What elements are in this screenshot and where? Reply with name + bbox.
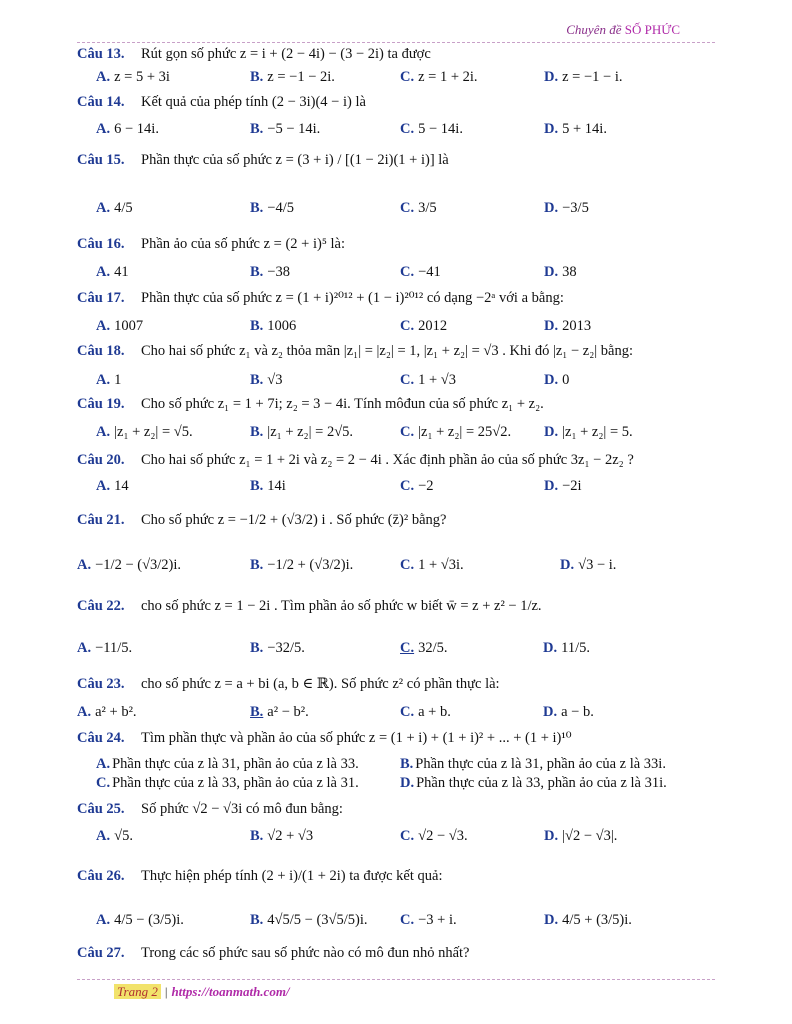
answer-d[interactable]: D. 11/5. bbox=[543, 640, 590, 656]
answer-d[interactable]: D. a − b. bbox=[543, 704, 594, 720]
question-label: Câu 15. bbox=[77, 152, 125, 168]
answer-a[interactable]: A. −11/5. bbox=[77, 640, 133, 656]
answer-d[interactable]: D. 0 bbox=[544, 372, 570, 388]
answer-d[interactable]: D. −2i bbox=[544, 478, 582, 494]
question-text: Trong các số phức sau số phức nào có mô đun nhỏ nhất? bbox=[141, 945, 470, 961]
answer-d[interactable]: D. 5 + 14i. bbox=[544, 121, 607, 137]
answer-row bbox=[77, 557, 697, 577]
answer-b[interactable]: B. −1/2 + (√3/2)i. bbox=[250, 557, 354, 573]
answer-b[interactable]: B. a² − b². bbox=[250, 704, 309, 720]
answer-b[interactable]: B. 1006 bbox=[250, 318, 297, 334]
answer-b[interactable]: B. −38 bbox=[250, 264, 290, 280]
question-label: Câu 21. bbox=[77, 512, 125, 528]
question-text: Cho số phức z₁ = 1 + 7i; z₂ = 3 − 4i. Tính môđun của số phức z₁ + z₂. bbox=[141, 396, 544, 412]
answer-row bbox=[96, 828, 716, 848]
answer-row bbox=[96, 121, 716, 141]
question-text: Cho số phức z = −1/2 + (√3/2) i . Số phức (z̄)² bằng? bbox=[141, 512, 447, 528]
question-label: Câu 27. bbox=[77, 945, 125, 961]
answer-row bbox=[77, 640, 697, 660]
question-label: Câu 23. bbox=[77, 676, 125, 692]
answer-b[interactable]: B. 14i bbox=[250, 478, 286, 494]
answer-c[interactable]: C. Phần thực của z là 33, phần ảo của z là 31. bbox=[96, 775, 359, 791]
answer-row bbox=[96, 424, 716, 444]
answer-c[interactable]: C. 1 + √3i. bbox=[400, 557, 464, 573]
question-25 bbox=[77, 801, 343, 818]
answer-d[interactable]: D. 2013 bbox=[544, 318, 592, 334]
answer-c[interactable]: C. 5 − 14i. bbox=[400, 121, 463, 137]
answer-d[interactable]: D. √3 − i. bbox=[560, 557, 617, 573]
question-23 bbox=[77, 676, 500, 693]
answer-a[interactable]: A. −1/2 − (√3/2)i. bbox=[77, 557, 182, 573]
answer-c[interactable]: C. −3 + i. bbox=[400, 912, 457, 928]
question-text: Phần thực của số phức z = (1 + i)²⁰¹² + (1 − i)²⁰¹² có dạng −2ᵃ với a bằng: bbox=[141, 290, 564, 306]
answer-a[interactable]: A. z = 5 + 3i bbox=[96, 69, 170, 85]
question-label: Câu 22. bbox=[77, 598, 125, 614]
answer-a[interactable]: A. 4/5 − (3/5)i. bbox=[96, 912, 184, 928]
question-label: Câu 13. bbox=[77, 46, 125, 62]
answer-row bbox=[96, 912, 716, 932]
question-label: Câu 20. bbox=[77, 452, 125, 468]
question-17 bbox=[77, 290, 564, 307]
answer-a[interactable]: A. 6 − 14i. bbox=[96, 121, 159, 137]
answer-a[interactable]: A. 1007 bbox=[96, 318, 144, 334]
answer-d[interactable]: D. Phần thực của z là 33, phần ảo của z là 31i. bbox=[400, 775, 667, 791]
question-15 bbox=[77, 152, 449, 169]
answer-b[interactable]: B. Phần thực của z là 31, phần ảo của z là 33i. bbox=[400, 756, 666, 772]
question-20 bbox=[77, 452, 634, 469]
question-18 bbox=[77, 343, 633, 360]
answer-row bbox=[96, 69, 716, 89]
answer-c[interactable]: C. √2 − √3. bbox=[400, 828, 468, 844]
header-topic: SỐ PHỨC bbox=[624, 22, 680, 37]
answer-c[interactable]: C. 32/5. bbox=[400, 640, 448, 656]
question-label: Câu 18. bbox=[77, 343, 125, 359]
answer-c[interactable]: C. 3/5 bbox=[400, 200, 437, 216]
question-26 bbox=[77, 868, 442, 885]
question-label: Câu 19. bbox=[77, 396, 125, 412]
question-text: Số phức √2 − √3i có mô đun bằng: bbox=[141, 801, 343, 817]
answer-b[interactable]: B. 4√5/5 − (3√5/5)i. bbox=[250, 912, 368, 928]
answer-d[interactable]: D. 4/5 + (3/5)i. bbox=[544, 912, 632, 928]
answer-b[interactable]: B. √3 bbox=[250, 372, 283, 388]
answer-d[interactable]: D. 38 bbox=[544, 264, 577, 280]
answer-row bbox=[77, 704, 697, 724]
footer-link[interactable]: https://toanmath.com/ bbox=[171, 984, 290, 999]
answer-d[interactable]: D. −3/5 bbox=[544, 200, 589, 216]
question-13 bbox=[77, 46, 431, 63]
question-text: Thực hiện phép tính (2 + i)/(1 + 2i) ta được kết quả: bbox=[141, 868, 443, 884]
question-21 bbox=[77, 512, 446, 529]
question-text: Phần thực của số phức z = (3 + i) / [(1 − 2i)(1 + i)] là bbox=[141, 152, 449, 168]
answer-row bbox=[96, 264, 716, 284]
answer-c[interactable]: C. a + b. bbox=[400, 704, 451, 720]
answer-a[interactable]: A. a² + b². bbox=[77, 704, 137, 720]
question-text: Tìm phần thực và phần ảo của số phức z = (1 + i) + (1 + i)² + ... + (1 + i)¹⁰ bbox=[141, 730, 572, 746]
question-16 bbox=[77, 236, 345, 253]
answer-a[interactable]: A. |z₁ + z₂| = √5. bbox=[96, 424, 193, 440]
answer-a[interactable]: A. Phần thực của z là 31, phần ảo của z là 33. bbox=[96, 756, 359, 772]
question-text: cho số phức z = 1 − 2i . Tìm phần ảo số phức w biết w̄ = z + z² − 1/z. bbox=[141, 598, 542, 614]
answer-c[interactable]: C. z = 1 + 2i. bbox=[400, 69, 478, 85]
answer-row bbox=[96, 200, 716, 220]
page-number: Trang 2 bbox=[114, 984, 161, 999]
question-14 bbox=[77, 94, 366, 111]
footer-divider bbox=[77, 979, 715, 980]
answer-d[interactable]: D. |√2 − √3|. bbox=[544, 828, 618, 844]
header-divider bbox=[77, 42, 715, 43]
question-text: Phần ảo của số phức z = (2 + i)⁵ là: bbox=[141, 236, 346, 252]
question-text: cho số phức z = a + bi (a, b ∈ ℝ). Số phức z² có phần thực là: bbox=[141, 676, 500, 692]
answer-row bbox=[96, 478, 716, 498]
answer-c[interactable]: C. −2 bbox=[400, 478, 434, 494]
question-22 bbox=[77, 598, 542, 615]
question-label: Câu 17. bbox=[77, 290, 125, 306]
answer-c[interactable]: C. −41 bbox=[400, 264, 441, 280]
answer-c[interactable]: C. 2012 bbox=[400, 318, 448, 334]
answer-d[interactable]: D. z = −1 − i. bbox=[544, 69, 623, 85]
answer-a[interactable]: A. 14 bbox=[96, 478, 129, 494]
answer-a[interactable]: A. 41 bbox=[96, 264, 129, 280]
page-footer: Trang 2 | https://toanmath.com/ bbox=[114, 984, 290, 1000]
answer-b[interactable]: B. √2 + √3 bbox=[250, 828, 314, 844]
answer-row bbox=[96, 372, 716, 392]
question-label: Câu 25. bbox=[77, 801, 125, 817]
answer-b[interactable]: B. −32/5. bbox=[250, 640, 305, 656]
answer-a[interactable]: A. 4/5 bbox=[96, 200, 133, 216]
question-text: Kết quả của phép tính (2 − 3i)(4 − i) là bbox=[141, 94, 366, 110]
question-24 bbox=[77, 730, 572, 747]
question-label: Câu 16. bbox=[77, 236, 125, 252]
answer-row bbox=[96, 318, 716, 338]
answer-b[interactable]: B. −5 − 14i. bbox=[250, 121, 321, 137]
answer-a[interactable]: A. √5. bbox=[96, 828, 133, 844]
answer-a[interactable]: A. 1 bbox=[96, 372, 122, 388]
answer-b[interactable]: B. |z₁ + z₂| = 2√5. bbox=[250, 424, 354, 440]
page-header bbox=[566, 22, 680, 38]
question-27 bbox=[77, 945, 470, 962]
question-text: Cho hai số phức z₁ và z₂ thỏa mãn |z₁| = |z₂| = 1, |z₁ + z₂| = √3 . Khi đó |z₁ − z₂| bằng: bbox=[141, 343, 634, 359]
answer-d[interactable]: D. |z₁ + z₂| = 5. bbox=[544, 424, 633, 440]
question-label: Câu 26. bbox=[77, 868, 125, 884]
header-prefix: Chuyên đề bbox=[566, 22, 622, 37]
question-text: Rút gọn số phức z = i + (2 − 4i) − (3 − 2i) ta được bbox=[141, 46, 431, 62]
question-19 bbox=[77, 396, 544, 413]
question-label: Câu 14. bbox=[77, 94, 125, 110]
question-text: Cho hai số phức z₁ = 1 + 2i và z₂ = 2 − 4i . Xác định phần ảo của số phức 3z₁ − 2z₂ ? bbox=[141, 452, 634, 468]
answer-b[interactable]: B. z = −1 − 2i. bbox=[250, 69, 335, 85]
answer-b[interactable]: B. −4/5 bbox=[250, 200, 295, 216]
answer-c[interactable]: C. 1 + √3 bbox=[400, 372, 456, 388]
answer-c[interactable]: C. |z₁ + z₂| = 25√2. bbox=[400, 424, 512, 440]
question-label: Câu 24. bbox=[77, 730, 125, 746]
